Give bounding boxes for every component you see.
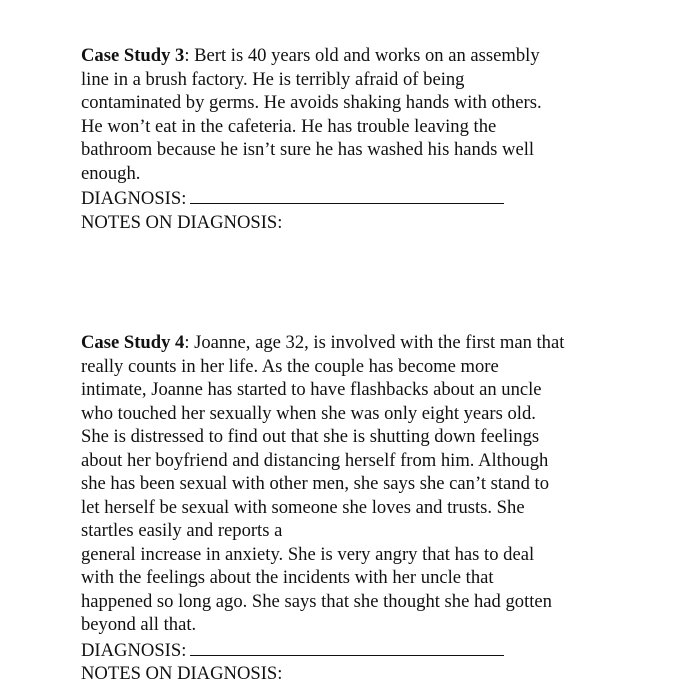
- case-study-3-title: Case Study 3: [81, 45, 185, 66]
- diagnosis-label: DIAGNOSIS:: [81, 639, 187, 661]
- case-study-4-line-1: [81, 331, 621, 355]
- case-study-3-text: : Bert is 40 years old and works on an assembly: [184, 45, 540, 66]
- case-study-4-text: she has been sexual with other men, she says she can’t stand to: [81, 473, 550, 494]
- case-study-4-text: let herself be sexual with someone she loves and trusts. She: [81, 496, 525, 518]
- case-study-3-text: line in a brush factory. He is terribly afraid of being: [81, 68, 465, 90]
- case-study-4-text: really counts in her life. As the couple has become more: [81, 355, 499, 377]
- case-study-4-text: intimate, Joanne has started to have flashbacks about an uncle: [81, 379, 542, 400]
- case-study-4-text: startles easily and reports a: [81, 520, 283, 541]
- diagnosis-label: DIAGNOSIS:: [81, 188, 187, 209]
- notes-on-diagnosis-label: NOTES ON DIAGNOSIS:: [81, 663, 283, 684]
- case-study-4-text: beyond all that.: [81, 614, 197, 635]
- case-study-3-text: bathroom because he isn’t sure he has washed his hands well: [81, 139, 535, 160]
- case-study-4-title: Case Study 4: [81, 332, 185, 353]
- case-study-4-text: with the feelings about the incidents with her uncle that: [81, 567, 494, 588]
- case-study-3: [81, 44, 621, 234]
- case-study-4-diagnosis-row: [81, 637, 621, 663]
- diagnosis-blank-line[interactable]: [190, 185, 504, 204]
- case-study-3-diagnosis-row: [81, 185, 621, 211]
- case-study-3-line-1: [81, 44, 621, 68]
- case-study-4-text: happened so long ago. She says that she thought she had gotten: [81, 590, 552, 612]
- notes-on-diagnosis-label: NOTES ON DIAGNOSIS:: [81, 211, 283, 233]
- case-study-3-text: enough.: [81, 162, 141, 184]
- case-study-3-text: contaminated by germs. He avoids shaking hands with others.: [81, 92, 542, 113]
- case-study-4: [81, 331, 621, 686]
- case-study-4-text: She is distressed to find out that she is shutting down feelings: [81, 426, 540, 447]
- case-study-4-text: general increase in anxiety. She is very angry that has to deal: [81, 543, 535, 565]
- case-study-4-text: : Joanne, age 32, is involved with the first man that: [184, 332, 565, 353]
- case-study-3-text: He won’t eat in the cafeteria. He has trouble leaving the: [81, 115, 497, 137]
- case-study-4-text: about her boyfriend and distancing herself from him. Although: [81, 449, 549, 471]
- diagnosis-blank-line[interactable]: [190, 637, 504, 656]
- case-study-4-text: who touched her sexually when she was only eight years old.: [81, 402, 536, 424]
